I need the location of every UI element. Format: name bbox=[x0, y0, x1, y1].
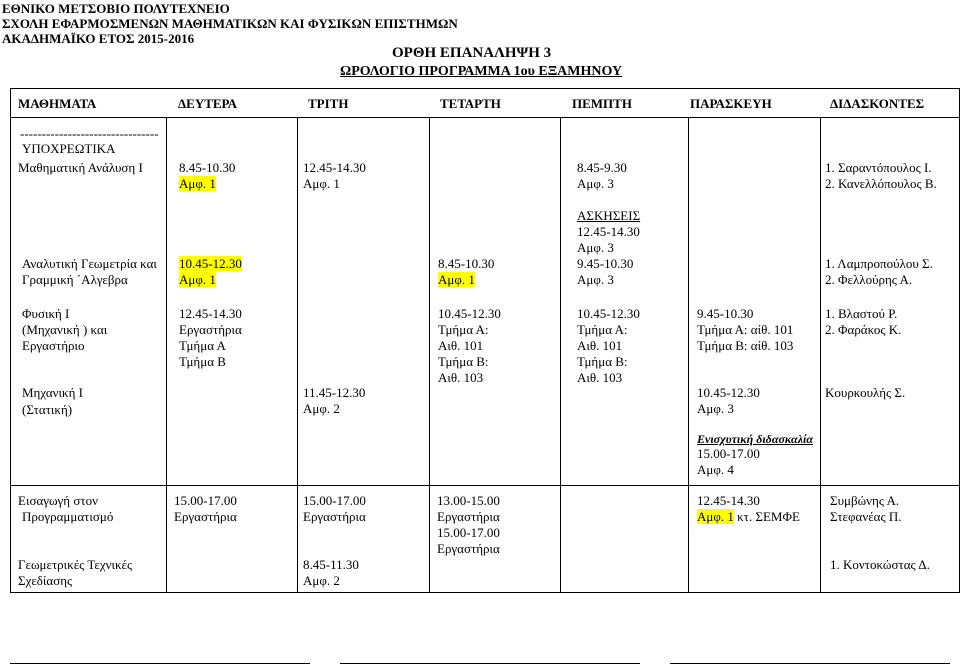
r2-wed-room bbox=[438, 272, 475, 287]
r5-mon-2: Εργαστήρια bbox=[174, 509, 237, 524]
r4-fri-time2: 15.00-17.00 bbox=[697, 446, 760, 461]
r4-fri-room: Αμφ. 3 bbox=[697, 401, 734, 416]
r5-wed-1: 13.00-15.00 bbox=[437, 493, 500, 508]
r2-mon-time-text: 10.45-12.30 bbox=[179, 256, 242, 271]
r4-fri-time: 10.45-12.30 bbox=[697, 385, 760, 400]
r5-fri-building-text: κτ. ΣΕΜΦΕ bbox=[733, 509, 800, 524]
r3-wed-4: Τμήμα Β: bbox=[438, 354, 489, 369]
r2-teacher-1: 1. Λαμπροπούλου Σ. bbox=[825, 256, 933, 271]
footer-rule bbox=[340, 663, 640, 664]
r3-teacher-2: 2. Φαράκος Κ. bbox=[825, 322, 902, 337]
r2-mon-time bbox=[179, 256, 242, 271]
r1-tue-room: Αμφ. 1 bbox=[303, 176, 340, 191]
col-friday: ΠΑΡΑΣΚΕΥΗ bbox=[690, 96, 772, 111]
r1-tue-time: 12.45-14.30 bbox=[303, 160, 366, 175]
r5-fri-2 bbox=[697, 509, 800, 524]
r4-teacher-1: Κουρκουλής Σ. bbox=[825, 385, 906, 400]
grid-line bbox=[688, 485, 689, 592]
col-tuesday: ΤΡΙΤΗ bbox=[308, 96, 349, 111]
r5-course-line1: Εισαγωγή στον bbox=[18, 493, 98, 508]
footer-rule bbox=[670, 663, 950, 664]
r3-thu-4: Τμήμα Β: bbox=[577, 354, 628, 369]
r6-tue-room: Αμφ. 2 bbox=[303, 573, 340, 588]
r3-course-line1: Φυσική Ι bbox=[22, 306, 70, 321]
r5-wed-4: Εργαστήρια bbox=[437, 541, 500, 556]
grid-line bbox=[560, 485, 561, 592]
r3-course-line2: (Μηχανική ) και bbox=[22, 322, 108, 337]
r4-fri-room2: Αμφ. 4 bbox=[697, 462, 734, 477]
grid-line bbox=[560, 117, 561, 485]
institution-name: ΕΘΝΙΚΟ ΜΕΤΣΟΒΙΟ ΠΟΛΥΤΕΧΝΕΙΟ bbox=[2, 1, 230, 16]
footer-rule bbox=[10, 663, 310, 664]
grid-line bbox=[166, 117, 167, 485]
r3-thu-1: 10.45-12.30 bbox=[577, 306, 640, 321]
grid-line bbox=[166, 485, 167, 592]
r1-course: Μαθηματική Ανάλυση Ι bbox=[18, 160, 143, 175]
r2-teacher-2: 2. Φελλούρης Α. bbox=[825, 272, 913, 287]
r2-mon-room-text: Αμφ. 1 bbox=[179, 272, 216, 287]
r1-teacher-2: 2. Κανελλόπουλος Β. bbox=[825, 176, 937, 191]
r3-mon-4: Τμήμα Β bbox=[179, 354, 226, 369]
r3-wed-1: 10.45-12.30 bbox=[438, 306, 501, 321]
r5-tue-1: 15.00-17.00 bbox=[303, 493, 366, 508]
page-title: ΟΡΘΗ ΕΠΑΝΑΛΗΨΗ 3 bbox=[392, 45, 552, 61]
r3-course-line3: Εργαστήριο bbox=[22, 338, 85, 353]
r2-mon-room bbox=[179, 272, 216, 287]
r4-tue-room: Αμφ. 2 bbox=[303, 401, 340, 416]
r5-fri-1: 12.45-14.30 bbox=[697, 493, 760, 508]
r5-course-line2: Προγραμματισμό bbox=[22, 509, 114, 524]
grid-line bbox=[429, 485, 430, 592]
r2-wed-room-text: Αμφ. 1 bbox=[438, 272, 475, 287]
r3-thu-2: Τμήμα Α: bbox=[577, 322, 628, 337]
r2-course-line1: Αναλυτική Γεωμετρία και bbox=[22, 256, 157, 271]
r2-thu-time1: 12.45-14.30 bbox=[577, 224, 640, 239]
r6-course-line2: Σχεδίασης bbox=[18, 573, 73, 588]
r3-fri-1: 9.45-10.30 bbox=[697, 306, 754, 321]
r5-fri-room-text: Αμφ. 1 bbox=[697, 509, 734, 524]
r3-wed-3: Αιθ. 101 bbox=[438, 338, 484, 353]
r3-teacher-1: 1. Βλαστού Ρ. bbox=[825, 306, 898, 321]
r5-wed-2: Εργαστήρια bbox=[437, 509, 500, 524]
col-teachers: ΔΙΔΑΣΚΟΝΤΕΣ bbox=[830, 96, 925, 111]
r3-fri-2: Τμήμα Α: αίθ. 101 bbox=[697, 322, 794, 337]
school-name: ΣΧΟΛΗ ΕΦΑΡΜΟΣΜΕΝΩΝ ΜΑΘΗΜΑΤΙΚΩΝ ΚΑΙ ΦΥΣΙΚΩΝ ΕΠΙΣΤΗΜΩΝ bbox=[2, 16, 458, 31]
r3-wed-2: Τμήμα Α: bbox=[438, 322, 489, 337]
r5-wed-3: 15.00-17.00 bbox=[437, 525, 500, 540]
grid-line bbox=[820, 117, 821, 485]
r2-wed-time: 8.45-10.30 bbox=[438, 256, 495, 271]
section-label: ΥΠΟΧΡΕΩΤΙΚΑ bbox=[22, 141, 116, 156]
r4-course-line1: Μηχανική Ι bbox=[22, 385, 83, 400]
r1-mon-time: 8.45-10.30 bbox=[179, 160, 236, 175]
col-courses: ΜΑΘΗΜΑΤΑ bbox=[18, 96, 97, 111]
r5-tue-2: Εργαστήρια bbox=[303, 509, 366, 524]
r6-teacher-1: 1. Κοντοκώστας Δ. bbox=[830, 557, 930, 572]
r3-mon-2: Εργαστήρια bbox=[179, 322, 242, 337]
page-subtitle: ΩΡΟΛΟΓΙΟ ΠΡΟΓΡΑΜΜΑ 1ου ΕΞΑΜΗΝΟΥ bbox=[340, 64, 623, 79]
r5-teacher-1: Συμβώνης Α. bbox=[830, 493, 900, 508]
r3-mon-3: Τμήμα Α bbox=[179, 338, 226, 353]
r4-tue-time: 11.45-12.30 bbox=[303, 385, 366, 400]
mandatory-table-frame bbox=[10, 117, 960, 486]
col-thursday: ΠΕΜΠΤΗ bbox=[572, 96, 632, 111]
grid-line bbox=[820, 485, 821, 592]
r5-teacher-2: Στεφανέας Π. bbox=[830, 509, 902, 524]
r1-thu-room: Αμφ. 3 bbox=[577, 176, 614, 191]
r5-mon-1: 15.00-17.00 bbox=[174, 493, 237, 508]
section-dashes: -------------------------------- bbox=[20, 126, 159, 141]
r3-thu-3: Αιθ. 101 bbox=[577, 338, 623, 353]
grid-line bbox=[297, 117, 298, 485]
grid-line bbox=[297, 485, 298, 592]
r2-thu-exercises: ΑΣΚΗΣΕΙΣ bbox=[577, 208, 641, 223]
col-monday: ΔΕΥΤΕΡΑ bbox=[178, 96, 237, 111]
r2-thu-room2: Αμφ. 3 bbox=[577, 272, 614, 287]
r4-course-line2: (Στατική) bbox=[22, 402, 73, 417]
r2-thu-room1: Αμφ. 3 bbox=[577, 240, 614, 255]
r1-thu-time: 8.45-9.30 bbox=[577, 160, 627, 175]
grid-line bbox=[429, 117, 430, 485]
r2-course-line2: Γραμμική ΄Αλγεβρα bbox=[22, 272, 128, 287]
r1-mon-room-text: Αμφ. 1 bbox=[179, 176, 216, 191]
r1-teacher-1: 1. Σαραντόπουλος Ι. bbox=[825, 160, 932, 175]
grid-line bbox=[688, 117, 689, 485]
r3-wed-5: Αιθ. 103 bbox=[438, 370, 484, 385]
r3-fri-3: Τμήμα Β: αίθ. 103 bbox=[697, 338, 794, 353]
r3-mon-1: 12.45-14.30 bbox=[179, 306, 242, 321]
col-wednesday: ΤΕΤΑΡΤΗ bbox=[440, 96, 501, 111]
r3-thu-5: Αιθ. 103 bbox=[577, 370, 623, 385]
r1-mon-room bbox=[179, 176, 216, 191]
academic-year: ΑΚΑΔΗΜΑΪΚΟ ΕΤΟΣ 2015-2016 bbox=[2, 31, 195, 46]
r6-course-line1: Γεωμετρικές Τεχνικές bbox=[18, 557, 133, 572]
r4-fri-extra: Ενισχυτική διδασκαλία bbox=[697, 432, 813, 446]
r6-tue-time: 8.45-11.30 bbox=[303, 557, 359, 572]
r2-thu-time2: 9.45-10.30 bbox=[577, 256, 634, 271]
